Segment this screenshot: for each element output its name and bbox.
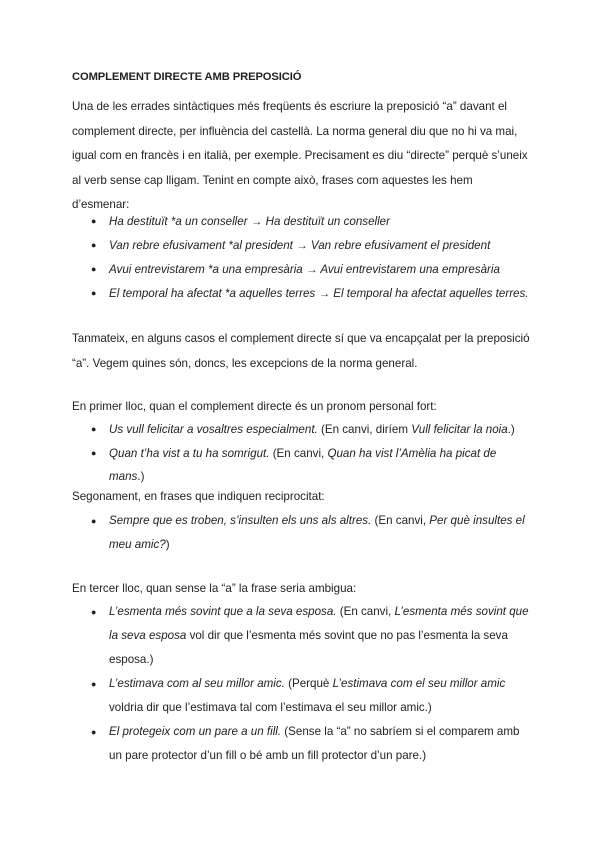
comment-text: (Perquè (284, 677, 333, 690)
alternative-text: Per què insultes el meu amic? (109, 514, 525, 551)
exceptions-intro-paragraph: Tanmateix, en alguns casos el complement directe sí que va encapçalat per la preposició “a”. Vegem quines són, doncs, les excepcions de la norma general. (72, 332, 530, 370)
alternative-text: L’esmenta més sovint que la seva esposa (109, 605, 529, 642)
bullet-icon: ● (91, 607, 97, 617)
comment-text: (En canvi, (336, 605, 395, 618)
bullet-icon: ● (91, 264, 97, 274)
list-item (72, 442, 530, 488)
bullet-icon: ● (91, 216, 97, 226)
case2-list (72, 509, 530, 557)
case3-list (72, 600, 530, 768)
list-item (72, 418, 530, 441)
bullet-icon: ● (91, 516, 97, 526)
bullet-icon: ● (91, 240, 97, 250)
example-text: Van rebre efusivament *al president → Van rebre efusivament el president (109, 239, 491, 252)
case3-heading: En tercer lloc, quan sense la “a” la frase seria ambigua: (72, 582, 357, 595)
comment-text: (Sense la “a” no sabríem si el comparem amb un pare protector d’un fill o bé amb un fill protector d’un pare.) (109, 725, 520, 762)
example-text: Ha destituït *a un conseller → Ha destituït un conseller (109, 215, 390, 228)
bullet-icon: ● (91, 424, 97, 434)
comment-text: (En canvi, (269, 447, 328, 460)
comment-text: (En canvi, (371, 514, 430, 527)
comment-end: voldria dir que l’estimava tal com l’estimava el seu millor amic.) (109, 701, 432, 714)
comment-end: .) (137, 470, 145, 483)
alternative-text: Vull felicitar la noia (411, 423, 508, 436)
comment-text: (En canvi, diríem (317, 423, 412, 436)
comment-end: ) (165, 538, 170, 551)
intro-paragraph: Una de les errades sintàctiques més freqüents és escriure la preposició “a” davant el complement directe, per influència del castellà. La norma general diu que no hi va mai, igual com en francès i en italià, per exemple. Precisament es diu “directe” perquè s’uneix al verb sense cap lligam. Tenint en compte això, frases com aquestes les hem d’esmenar: (72, 100, 528, 211)
list-item (72, 234, 530, 257)
bullet-icon: ● (91, 727, 97, 737)
alternative-text: L’estimava com el seu millor amic (332, 677, 506, 690)
case1-list (72, 418, 530, 489)
list-item (72, 282, 530, 305)
list-item (72, 509, 530, 557)
list-item (72, 600, 530, 672)
list-item (72, 210, 530, 233)
bullet-icon: ● (91, 448, 97, 458)
bullet-icon: ● (91, 288, 97, 298)
list-item (72, 720, 530, 768)
example-text: El temporal ha afectat *a aquelles terres → El temporal ha afectat aquelles terres. (109, 287, 529, 300)
case2-heading: Segonament, en frases que indiquen reciprocitat: (72, 490, 325, 503)
example-text: Quan t’ha vist a tu ha somrigut. (109, 447, 270, 460)
bullet-icon: ● (91, 679, 97, 689)
page-title: COMPLEMENT DIRECTE AMB PREPOSICIÓ (72, 71, 302, 83)
example-text: El protegeix com un pare a un fill. (109, 725, 282, 738)
alternative-text: Quan ha vist l’Amèlia ha picat de mans (109, 447, 497, 483)
comment-end: .) (507, 423, 515, 436)
example-text: L’estimava com al seu millor amic. (109, 677, 285, 690)
example-text: Avui entrevistarem *a una empresària → Avui entrevistarem una empresària (109, 263, 500, 276)
comment-end: vol dir que l’esmenta més sovint que no pas l’esmenta la seva esposa.) (109, 629, 508, 666)
list-item (72, 672, 530, 720)
case1-heading: En primer lloc, quan el complement directe és un pronom personal fort: (72, 400, 437, 413)
examples-list (72, 210, 530, 306)
example-text: Sempre que es troben, s’insulten els uns als altres. (109, 514, 372, 527)
example-text: L’esmenta més sovint que a la seva esposa. (109, 605, 337, 618)
example-text: Us vull felicitar a vosaltres especialment. (109, 423, 318, 436)
list-item (72, 258, 530, 281)
